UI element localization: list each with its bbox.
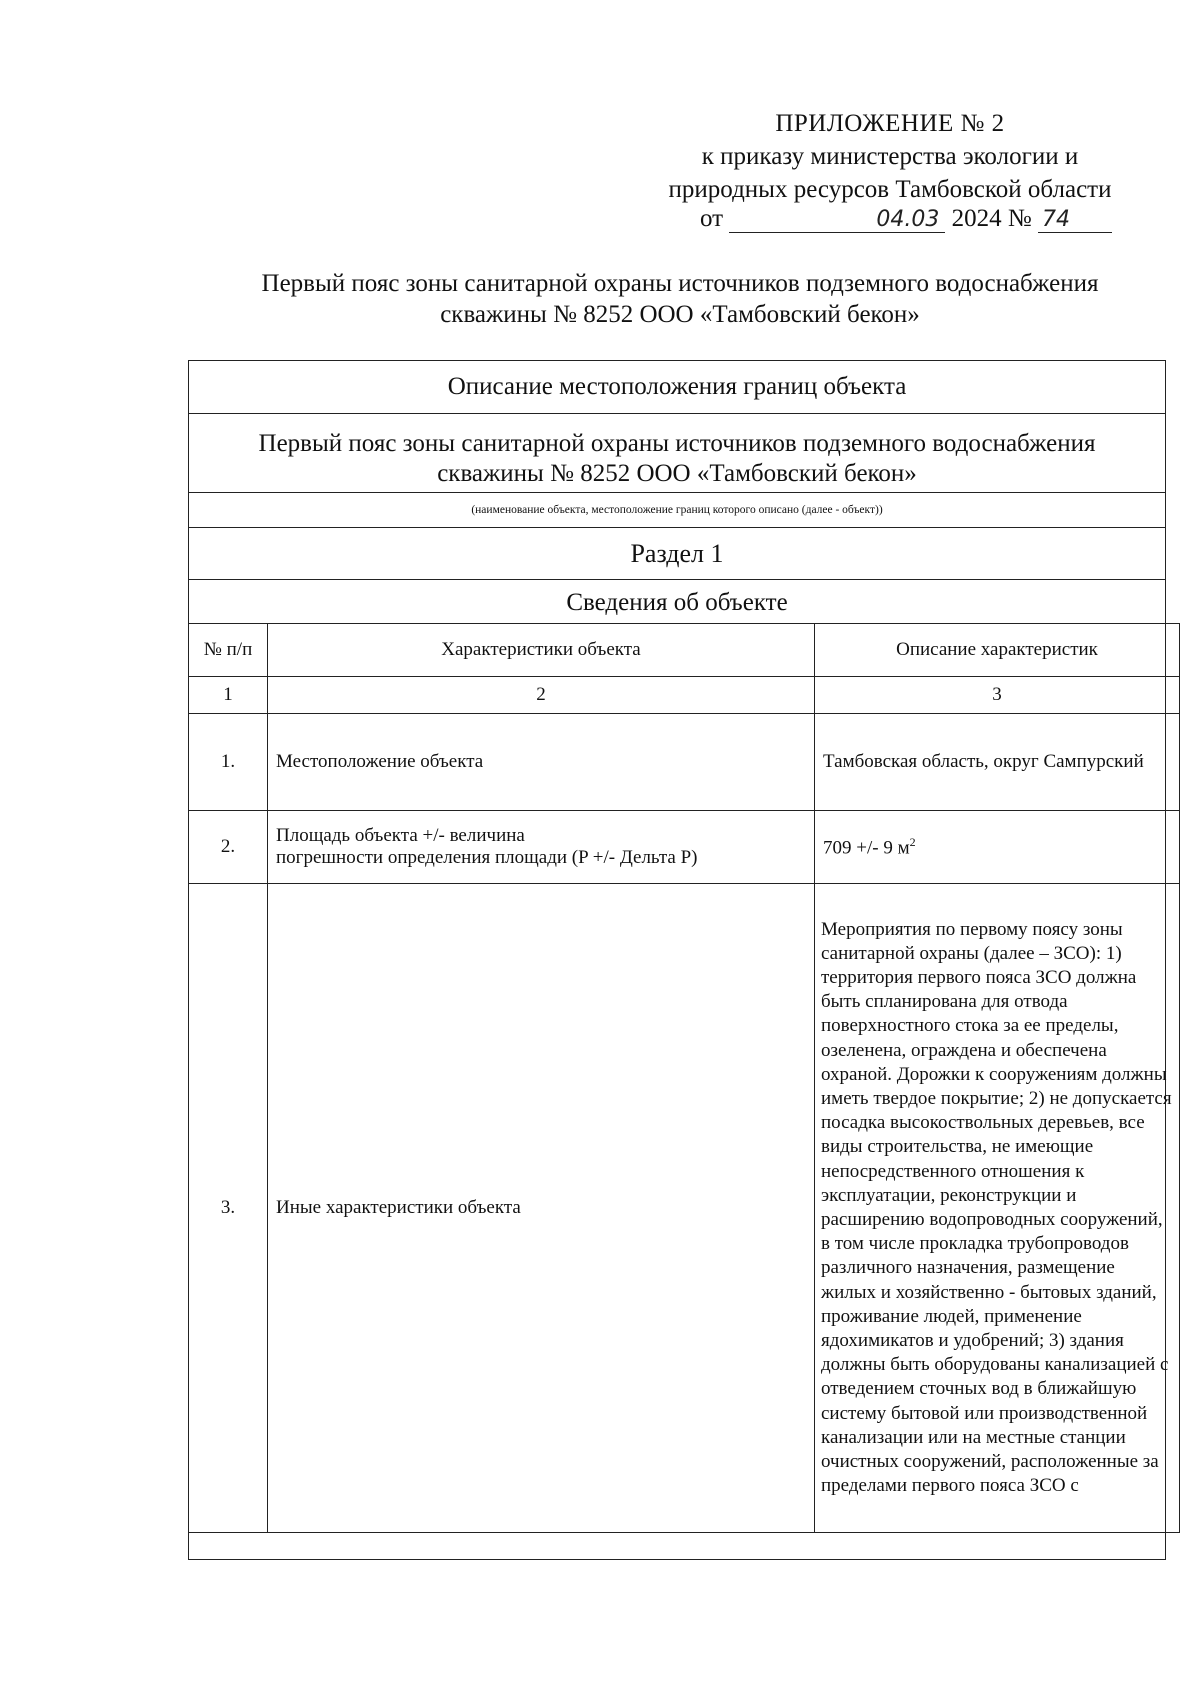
from-label: от — [700, 205, 724, 232]
row-characteristic-line-1: Площадь объекта +/- величина — [276, 825, 525, 846]
object-name-line-2: скважины № 8252 ООО «Тамбовский бекон» — [437, 460, 917, 487]
boundary-description-form — [188, 360, 1172, 1560]
table-row — [189, 714, 1180, 811]
header-description: Описание характеристик — [815, 624, 1180, 677]
row-characteristic — [268, 811, 815, 884]
row-number: 1. — [189, 714, 268, 811]
order-year: 2024 № — [951, 205, 1032, 232]
document-title — [190, 268, 1170, 330]
row-characteristic: Иные характеристики объекта — [268, 884, 815, 1533]
row-description — [815, 811, 1180, 884]
appendix-title: ПРИЛОЖЕНИЕ № 2 — [775, 110, 1005, 137]
header-number: № п/п — [189, 624, 268, 677]
table-column-numbers-row — [189, 677, 1180, 714]
order-date-line — [700, 205, 1112, 233]
row-number: 2. — [189, 811, 268, 884]
area-value: 709 +/- 9 м — [823, 837, 910, 859]
appendix-line-2: природных ресурсов Тамбовской области — [668, 176, 1112, 203]
appendix-line-1: к приказу министерства экологии и — [701, 143, 1079, 170]
area-unit-superscript: 2 — [909, 834, 916, 849]
object-name-line-1: Первый пояс зоны санитарной охраны источников подземного водоснабжения — [258, 430, 1096, 457]
document-title-line-1: Первый пояс зоны санитарной охраны источников подземного водоснабжения — [261, 270, 1099, 297]
table-header-row — [189, 624, 1180, 677]
row-characteristic: Местоположение объекта — [268, 714, 815, 811]
object-caption: (наименование объекта, местоположение границ которого описано (далее - объект)) — [189, 493, 1165, 528]
table-row — [189, 811, 1180, 884]
row-characteristic-line-2: погрешности определения площади (P +/- Дельта P) — [276, 847, 698, 868]
row-number: 3. — [189, 884, 268, 1533]
column-number-1: 1 — [189, 677, 268, 714]
handwritten-date: 04.03 — [729, 207, 945, 233]
appendix-header — [630, 108, 1150, 206]
row-description: Мероприятия по первому поясу зоны санитарной охраны (далее – ЗСО): 1) территория первого пояса ЗСО должна быть спланирована для отвода поверхностного стока за ее пределы, озеленена, ограждена и обеспечена охраной. Дорожки к сооружениям должны иметь твердое покрытие; 2) не допускается посадка высокоствольных деревьев, все виды строительства, не имеющие непосредственного отношения к эксплуатации, реконструкции и расширению водопроводных сооружений, в том числе прокладка трубопроводов различного назначения, размещение жилых и хозяйственно - бытовых зданий, проживание людей, применение ядохимикатов и удобрений; 3) здания должны быть оборудованы канализацией с отведением сточных вод в ближайшую систему бытовой или производственной канализации или на местные станции очистных сооружений, расположенные за пределами первого пояса ЗСО с — [815, 884, 1180, 1533]
section-subtitle: Сведения об объекте — [566, 589, 788, 616]
column-number-2: 2 — [268, 677, 815, 714]
row-description: Тамбовская область, округ Сампурский — [815, 714, 1180, 811]
column-number-3: 3 — [815, 677, 1180, 714]
handwritten-number: 74 — [1038, 207, 1112, 233]
section-title: Раздел 1 — [189, 529, 1165, 580]
description-heading: Описание местоположения границ объекта — [189, 361, 1165, 414]
document-title-line-2: скважины № 8252 ООО «Тамбовский бекон» — [440, 301, 920, 328]
object-info-table — [188, 623, 1180, 1533]
table-row — [189, 884, 1180, 1533]
object-name — [189, 415, 1165, 493]
header-characteristic: Характеристики объекта — [268, 624, 815, 677]
